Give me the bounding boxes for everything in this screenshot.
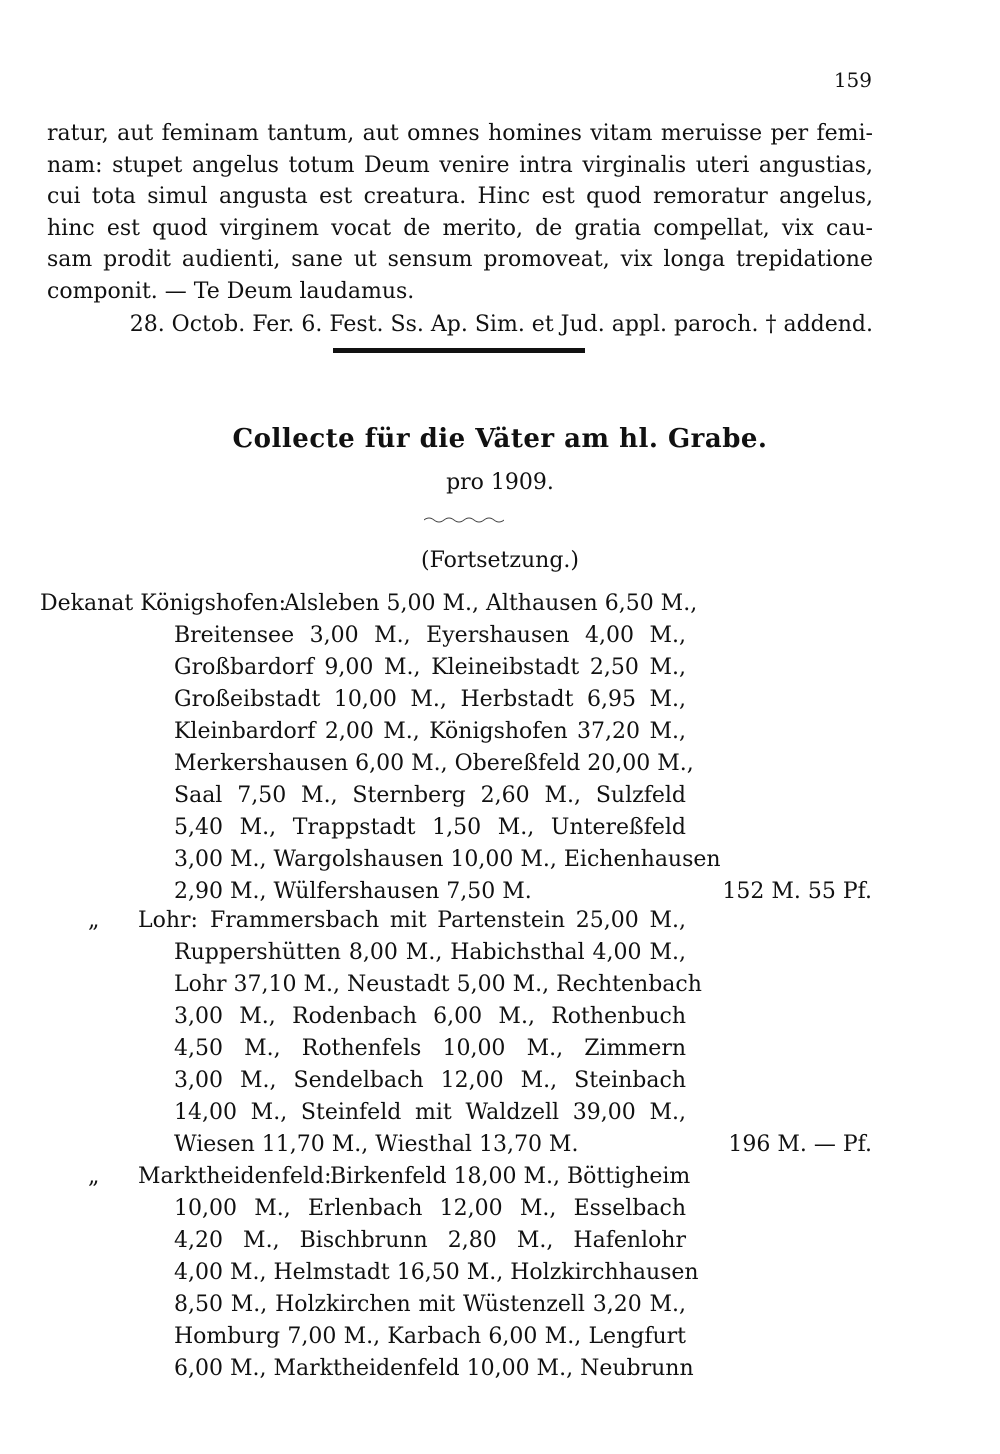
- paragraph-line: hinc est quod virginem vocat de merito, de gratia compellat, vix cau-: [47, 215, 873, 241]
- entry-line: 4,00 M., Helmstadt 16,50 M., Holzkirchhausen: [174, 1260, 699, 1285]
- section-divider: [333, 348, 585, 353]
- entry-line: Großeibstadt 10,00 M., Herbstadt 6,95 M.,: [174, 687, 686, 712]
- deanery-label: Marktheidenfeld:: [138, 1164, 332, 1189]
- entry-line: Saal 7,50 M., Sternberg 2,60 M., Sulzfeld: [174, 783, 686, 808]
- entry-line: 5,40 M., Trappstadt 1,50 M., Untereßfeld: [174, 815, 686, 840]
- collection-heading: Collecte für die Väter am hl. Grabe.: [232, 424, 768, 454]
- deanery-label: Lohr:: [138, 908, 198, 933]
- entry-line: Frammersbach mit Partenstein 25,00 M.,: [210, 908, 686, 933]
- ornament-divider: [424, 516, 504, 524]
- latin-paragraph: [47, 118, 873, 307]
- entry-line: Kleinbardorf 2,00 M., Königshofen 37,20 M.,: [174, 719, 686, 744]
- paragraph-line: sam prodit audienti, sane ut sensum promoveat, vix longa trepidatione: [47, 247, 873, 272]
- entry-line: 6,00 M., Marktheidenfeld 10,00 M., Neubrunn: [174, 1356, 694, 1381]
- entry-line: Alsleben 5,00 M., Althausen 6,50 M.,: [284, 591, 698, 616]
- entry-line: Breitensee 3,00 M., Eyershausen 4,00 M.,: [174, 623, 686, 648]
- entry-total: 152 M. 55 Pf.: [722, 879, 872, 904]
- entry-total: 196 M. — Pf.: [728, 1132, 872, 1157]
- entry-line: Ruppershütten 8,00 M., Habichsthal 4,00 M.,: [174, 940, 686, 965]
- entry-line: 4,50 M., Rothenfels 10,00 M., Zimmern: [174, 1036, 686, 1061]
- paragraph-line: cui tota simul angusta est creatura. Hinc est quod remoratur angelus,: [47, 184, 873, 209]
- deanery-label: Dekanat Königshofen:: [40, 591, 287, 616]
- entry-line: 14,00 M., Steinfeld mit Waldzell 39,00 M.,: [174, 1100, 686, 1125]
- entry-line: Lohr 37,10 M., Neustadt 5,00 M., Rechtenbach: [174, 972, 702, 997]
- ditto-mark: „: [88, 908, 100, 933]
- paragraph-line: componit. — Te Deum laudamus.: [47, 278, 415, 304]
- entry-line: 3,00 M., Sendelbach 12,00 M., Steinbach: [174, 1068, 686, 1093]
- entry-line: 3,00 M., Rodenbach 6,00 M., Rothenbuch: [174, 1004, 686, 1029]
- entry-line: Großbardorf 9,00 M., Kleineibstadt 2,50 M.,: [174, 655, 686, 680]
- ditto-mark: „: [88, 1164, 100, 1189]
- entry-line: 10,00 M., Erlenbach 12,00 M., Esselbach: [174, 1196, 686, 1221]
- entry-line: Merkershausen 6,00 M., Obereßfeld 20,00 M.,: [174, 751, 694, 776]
- liturgical-note: 28. Octob. Fer. 6. Fest. Ss. Ap. Sim. et Jud. appl. paroch. † addend.: [129, 312, 873, 337]
- entry-line: 3,00 M., Wargolshausen 10,00 M., Eichenhausen: [174, 847, 721, 872]
- entry-line: Homburg 7,00 M., Karbach 6,00 M., Lengfurt: [174, 1324, 686, 1349]
- entry-line: Wiesen 11,70 M., Wiesthal 13,70 M.: [174, 1132, 579, 1157]
- entry-line: 2,90 M., Wülfershausen 7,50 M.: [174, 879, 532, 904]
- paragraph-line: nam: stupet angelus totum Deum venire intra virginalis uteri angustias,: [47, 152, 873, 178]
- entry-line: Birkenfeld 18,00 M., Böttigheim: [330, 1164, 691, 1189]
- entry-line: 4,20 M., Bischbrunn 2,80 M., Hafenlohr: [174, 1228, 686, 1253]
- page-number: 159: [833, 68, 872, 92]
- continuation-label: (Fortsetzung.): [421, 548, 579, 573]
- year-subheading: pro 1909.: [446, 470, 554, 495]
- entry-line: 8,50 M., Holzkirchen mit Wüstenzell 3,20 M.,: [174, 1292, 686, 1317]
- paragraph-line: ratur, aut feminam tantum, aut omnes homines vitam meruisse per femi-: [47, 121, 873, 146]
